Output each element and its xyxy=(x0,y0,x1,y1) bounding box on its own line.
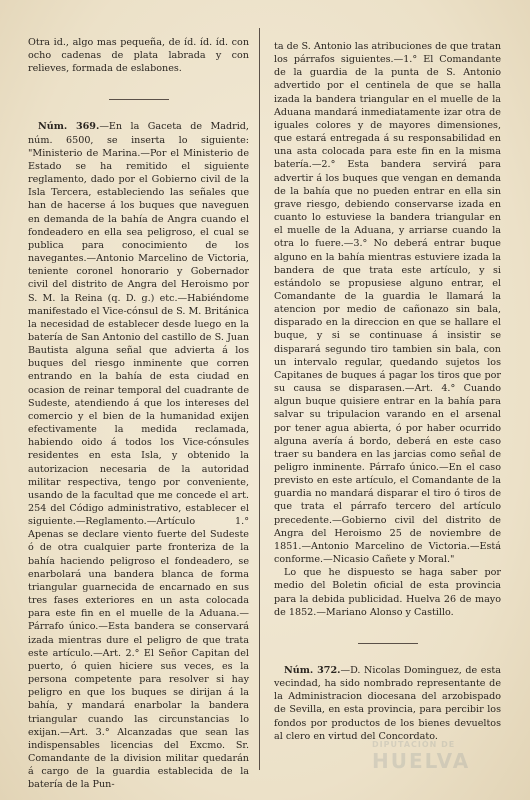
intro-paragraph: Otra id., algo mas pequeña, de íd. íd. íd. con ocho cadenas de plata labrada y con relieves, formada de eslabones. xyxy=(28,37,249,75)
section-divider xyxy=(358,643,418,644)
entry-372-text: —D. Nicolas Dominguez, de esta vecindad, ha sido nombrado representante de la Administracion diocesana del arzobispado de Sevilla, en esta provincia, para percibir los fondos por productos de los bienes devueltos al clero en virtud del Concordato. xyxy=(274,664,501,742)
entry-372 xyxy=(274,664,501,743)
section-divider xyxy=(109,99,169,100)
watermark-line1: DIPUTACIÓN DE xyxy=(372,740,456,749)
archive-watermark xyxy=(372,740,508,780)
entry-372-number: Núm. 372. xyxy=(284,664,341,676)
entry-369-number: Núm. 369. xyxy=(38,121,100,133)
regulation-continuation: ta de S. Antonio las atribuciones de que tratan los párrafos siguientes.—1.° El Comandante de la guardia de la punta de S. Antonio advertido por el centinela de que se halla izada la bandera triangular en el muelle de la Aduana mandará inmediatamente izar otra de iguales colores y de mayores dimensiones, que estará entregada á su responsabilidad en una asta colocada para este fin en la misma batería.—2.° Esta bandera servirá para advertir á los buques que vengan en demanda de la bahía que no pueden entrar en ella sin grave riesgo, debiendo conservarse izada en cuanto lo estuviese la bandera triangular en el muelle de la Aduana, y arriarse cuando la otra lo fuere.—3.° No deberá entrar buque alguno en la bahía mientras estuviere izada la bandera de que trata este artículo, y si estándolo se propusiese alguno entrar, el Comandante de la guardia le llamará la atencion por medio de cañonazo sin bala, disparado en la direccion en que se hallare el buque, y si se continuase á insistir se disparará segundo tiro tambien sin bala, con un intervalo regular, quedando sujetos los Capitanes de buques á pagar los tiros que por su causa se disparasen.—Art. 4.° Cuando algun buque quisiere entrar en la bahía para salvar su tripulacion varando en el arsenal por tener agua abierta, ó por haber ocurrido alguna avería á bordo, deberá en este caso traer su bandera en las jarcias como señal de peligro inminente. Párrafo único.—En el caso previsto en este artículo, el Comandante de la guardia no mandará disparar el tiro ó tiros de que trata el párrafo tercero del artículo precedente.—Gobierno civil del distrito de Angra del Heroismo 25 de noviembre de 1851.—Antonio Marcelino de Victoria.—Está conforme.—Nicasio Cañete y Moral." xyxy=(274,41,501,566)
left-column xyxy=(28,36,249,791)
closing-paragraph: Lo que he dispuesto se haga saber por medio del Boletin oficial de esta provincia para la debida publicidad. Huelva 26 de mayo de 1852.—Mariano Alonso y Castillo. xyxy=(274,567,501,618)
right-column xyxy=(274,40,501,743)
column-divider xyxy=(259,28,260,770)
watermark-line2: HUELVA xyxy=(372,749,471,773)
entry-369-text: —En la Gaceta de Madrid, núm. 6500, se inserta lo siguiente: "Ministerio de Marina.—Por el Ministerio de Estado se ha remitido el siguiente reglamento, dado por el Gobierno civil de la Isla Tercera, estableciendo las señales que han de hacerse á los buques que naveguen en demanda de la bahía de Angra cuando el fondeadero en ella sea peligroso, el cual se publica para conocimiento de los navegantes.—Antonio Marcelino de Victoria, teniente coronel honorario y Gobernador civil del distrito de Angra del Heroismo por S. M. la Reina (q. D. g.) etc.—Habiéndome manifestado el Vice-cónsul de S. M. Británica la necesidad de establecer desde luego en la batería de San Antonio del castillo de S. Juan Bautista alguna señal que advierta á los buques del riesgo inminente que corren entrando en la bahía de esta ciudad en ocasion de reinar temporal del cuadrante de Sudeste, atendiendo á que los intereses del comercio y el bien de la humanidad exijen efectivamente la medida reclamada, habiendo oido á todos los Vice-cónsules residentes en esta Isla, y obtenido la autorizacion necesaria de la autoridad militar respectiva, tengo por conveniente, usando de la facultad que me concede el art. 254 del Código administrativo, establecer el siguiente.—Reglamento.—Artículo 1.° Apenas se declare viento fuerte del Sudeste ó de otra cualquier parte fronteriza de la bahía haciendo peligroso el fondeadero, se enarbolará una bandera blanca de forma triangular guarnecida de encarnado en sus tres fases exteriores en un asta colocada para este fin en el muelle de la Aduana.—Párrafo único.—Esta bandera se conservará izada mientras dure el peligro de que trata este artículo.—Art. 2.° El Señor Capitan del puerto, ó quien hiciere sus veces, es la persona competente para resolver si hay peligro en que los buques se dirijan á la bahía, y mandará enarbolar la bandera triangular cuando las circunstancias lo exijan.—Art. 3.° Alcanzadas que sean las indispensables licencias del Excmo. Sr. Comandante de la division militar quedarán á cargo de la guardia establecida de la batería de la Pun- xyxy=(28,121,249,791)
entry-369 xyxy=(28,120,249,791)
